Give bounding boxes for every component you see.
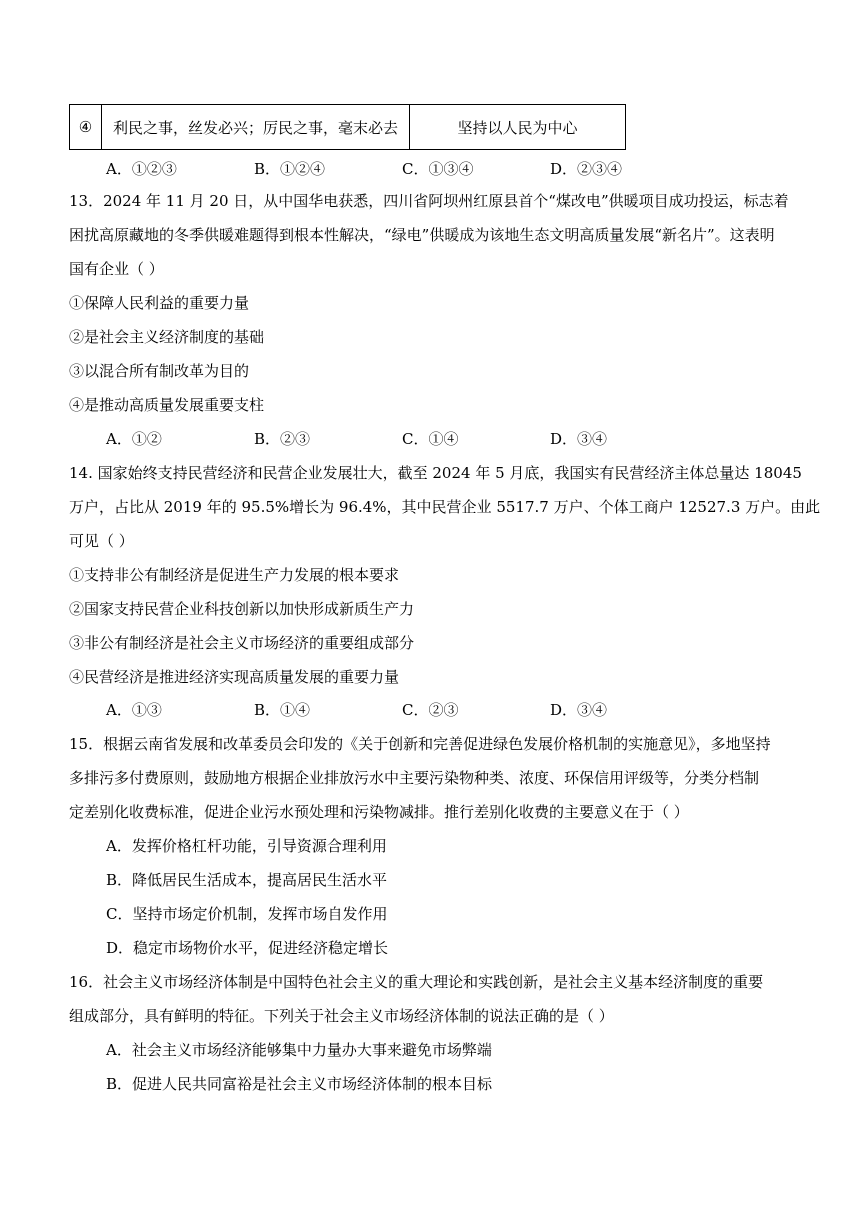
q15-stem-line-3: 定差别化收费标准，促进企业污水预处理和污染物减排。推行差别化收费的主要意义在于（ ） <box>69 803 689 821</box>
choice-b[interactable]: B．①②④ <box>254 160 326 178</box>
table-cell-meaning: 坚持以人民为中心 <box>457 118 578 137</box>
choice-c[interactable]: C．①③④ <box>402 160 474 178</box>
table-cell-number: ④ <box>70 105 102 149</box>
q15-option-b[interactable]: B．降低居民生活成本，提高居民生活水平 <box>106 871 388 889</box>
choice-d[interactable]: D．②③④ <box>550 160 623 178</box>
q13-stem-line-3: 国有企业（ ） <box>69 260 164 278</box>
q16-option-b[interactable]: B．促进人民共同富裕是社会主义市场经济体制的根本目标 <box>106 1075 493 1093</box>
q14-stem-line-2: 万户，占比从 2019 年的 95.5%增长为 96.4%，其中民营企业 5517.7 万户、个体工商户 12527.3 万户。由此 <box>69 498 821 516</box>
q15-option-c[interactable]: C．坚持市场定价机制，发挥市场自发作用 <box>106 905 388 923</box>
choice-a[interactable]: A．①② <box>106 430 162 448</box>
q13-stem-line-2: 困扰高原藏地的冬季供暖难题得到根本性解决，“绿电”供暖成为该地生态文明高质量发展“新名片”。这表明 <box>69 226 775 244</box>
choice-c[interactable]: C．②③ <box>402 701 459 719</box>
q13-item-3: ③以混合所有制改革为目的 <box>69 362 250 380</box>
q14-item-2: ②国家支持民营企业科技创新以加快形成新质生产力 <box>69 600 415 618</box>
choice-b[interactable]: B．①④ <box>254 701 311 719</box>
q13-item-1: ①保障人民利益的重要力量 <box>69 294 250 312</box>
q12-choices <box>106 159 698 179</box>
q15-option-a[interactable]: A．发挥价格杠杆功能，引导资源合理利用 <box>106 837 387 855</box>
q13-choices <box>106 429 698 449</box>
choice-d[interactable]: D．③④ <box>550 701 608 719</box>
choice-c[interactable]: C．①④ <box>402 430 459 448</box>
q15-stem-line-2: 多排污多付费原则，鼓励地方根据企业排放污水中主要污染物种类、浓度、环保信用评级等，分类分档制 <box>69 769 760 787</box>
choice-a[interactable]: A．①②③ <box>106 160 177 178</box>
q16-option-a[interactable]: A．社会主义市场经济能够集中力量办大事来避免市场弊端 <box>106 1041 492 1059</box>
q14-item-4: ④民营经济是推进经济实现高质量发展的重要力量 <box>69 668 400 686</box>
q16-stem-line-2: 组成部分，具有鲜明的特征。下列关于社会主义市场经济体制的说法正确的是（ ） <box>69 1007 614 1025</box>
choice-b[interactable]: B．②③ <box>254 430 311 448</box>
choice-a[interactable]: A．①③ <box>106 701 162 719</box>
q13-item-2: ②是社会主义经济制度的基础 <box>69 328 265 346</box>
q14-stem-line-1: 14. 国家始终支持民营经济和民营企业发展壮大，截至 2024 年 5 月底，我国实有民营经济主体总量达 18045 <box>69 464 802 482</box>
q14-item-3: ③非公有制经济是社会主义市场经济的重要组成部分 <box>69 634 415 652</box>
q15-option-d[interactable]: D．稳定市场物价水平，促进经济稳定增长 <box>106 939 389 957</box>
q14-stem-line-3: 可见（ ） <box>69 532 134 550</box>
q14-item-1: ①支持非公有制经济是促进生产力发展的根本要求 <box>69 566 400 584</box>
table-row <box>69 104 626 150</box>
q15-stem-line-1: 15．根据云南省发展和改革委员会印发的《关于创新和完善促进绿色发展价格机制的实施意见》，多地坚持 <box>69 735 771 753</box>
q14-choices <box>106 700 698 720</box>
table-cell-quote: 利民之事，丝发必兴；厉民之事，毫末必去 <box>102 105 410 149</box>
choice-d[interactable]: D．③④ <box>550 430 608 448</box>
q13-item-4: ④是推动高质量发展重要支柱 <box>69 396 265 414</box>
q16-stem-line-1: 16．社会主义市场经济体制是中国特色社会主义的重大理论和实践创新，是社会主义基本经济制度的重要 <box>69 973 764 991</box>
q13-stem-line-1: 13．2024 年 11 月 20 日，从中国华电获悉，四川省阿坝州红原县首个“煤改电”供暖项目成功投运，标志着 <box>69 192 789 210</box>
